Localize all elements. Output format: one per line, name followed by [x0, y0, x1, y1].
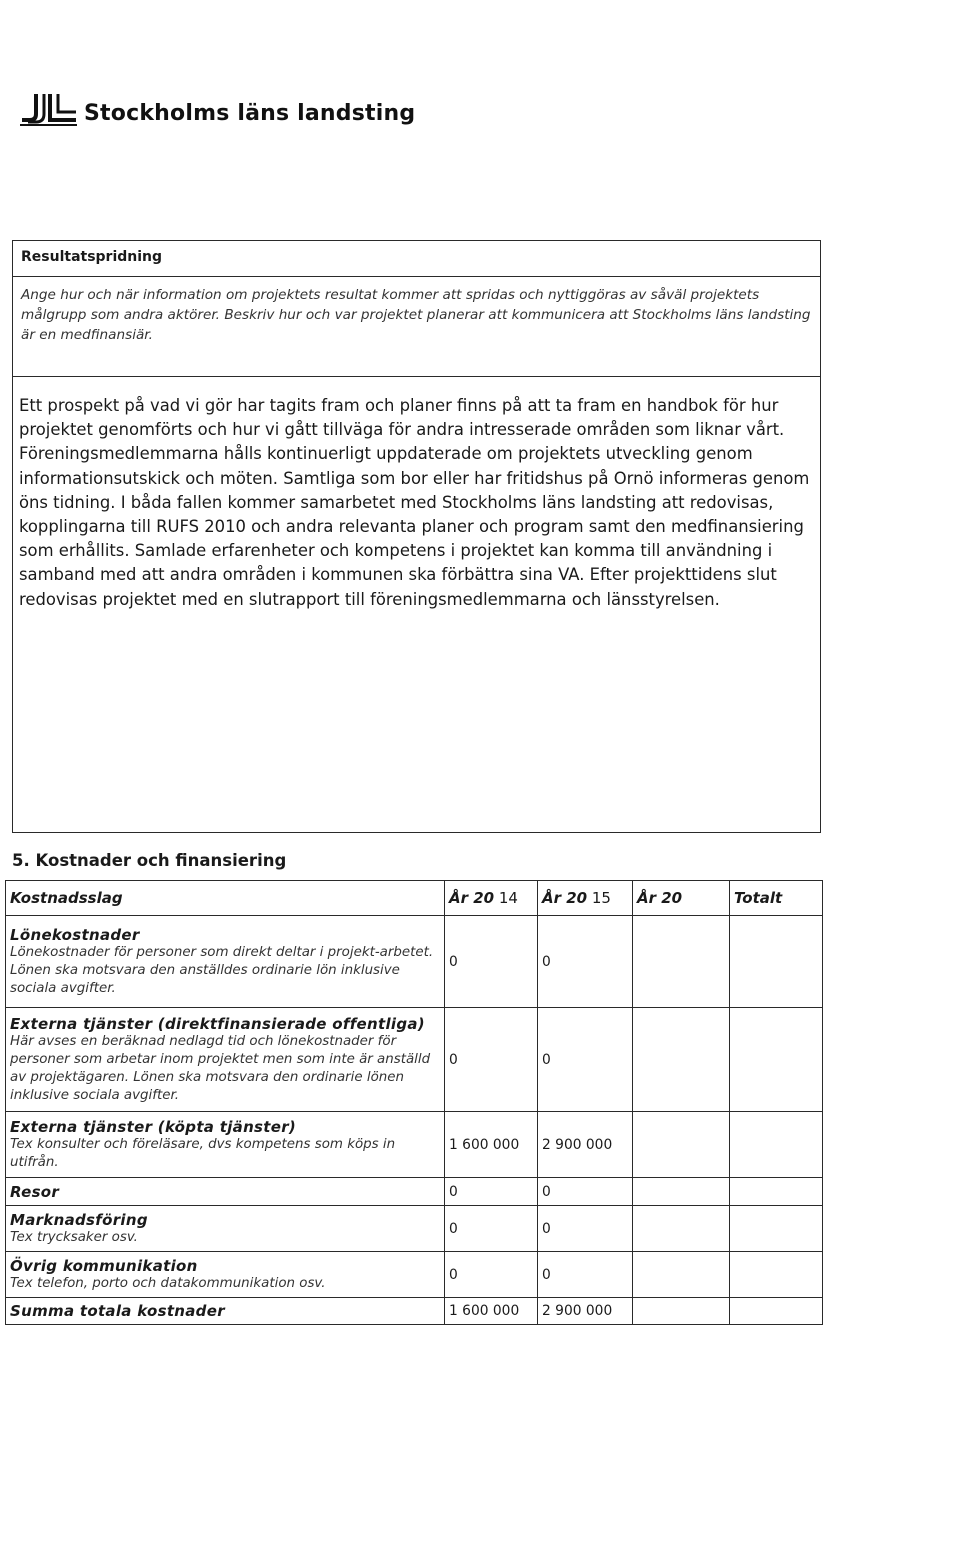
cell-year-2: 0 [538, 1252, 633, 1298]
costs-table [5, 880, 823, 1325]
col-header-year-1: År 20 14 [445, 881, 538, 916]
table-header-row [6, 881, 823, 916]
organization-name: Stockholms läns landsting [84, 101, 416, 126]
cell-year-2: 2 900 000 [538, 1112, 633, 1178]
cell-year-1: 0 [445, 1206, 538, 1252]
instruction-text: Ange hur och när information om projektets resultat kommer att spridas och nyttiggöras av såväl projektets målgrupp som andra aktörer. Beskriv hur och var projektet planerar att kommunicera att Stockholms läns landsting är en medfinansiär. [13, 277, 820, 377]
cell-total [730, 1206, 823, 1252]
cell-year-3 [633, 1112, 730, 1178]
col-header-type: Kostnadsslag [6, 881, 445, 916]
cell-year-2: 0 [538, 1206, 633, 1252]
cell-year-3 [633, 916, 730, 1008]
row-label: Övrig kommunikation Tex telefon, porto och datakommunikation osv. [6, 1252, 445, 1298]
row-label: Externa tjänster (direktfinansierade offentliga) Här avses en beräknad nedlagd tid och lönekostnader för personer som arbetar inom projektet men som inte är anställd av projektägaren. Lönen ska motsvara den ordinarie lönen inklusive sociala avgifter. [6, 1008, 445, 1112]
answer-text: Ett prospekt på vad vi gör har tagits fram och planer finns på att ta fram en handbok för hur projektet genomförts och hur vi gått tillväga för andra intresserade områden som liknar vårt. Föreningsmedlemmarna hålls kontinuerligt uppdaterade om projektets utveckling genom informationsutskick och möten. Samtliga som bor eller har fritidshus på Ornö informeras genom öns tidning. I båda fallen kommer samarbetet med Stockholms läns landsting att redovisas, kopplingarna till RUFS 2010 och andra relevanta planer och program samt den medfinansiering som erhållits. Samlade erfarenheter och kompetens i projektet kan komma till användning i samband med att andra områden i kommunen ska förbättra sina VA. Efter projekttidens slut redovisas projektet med en slutrapport till föreningsmedlemmarna och länsstyrelsen. [19, 396, 810, 609]
cell-year-2: 0 [538, 916, 633, 1008]
cell-year-1: 0 [445, 1252, 538, 1298]
cell-year-1: 1 600 000 [445, 1298, 538, 1325]
cell-year-1: 0 [445, 1178, 538, 1206]
cell-year-2: 0 [538, 1008, 633, 1112]
cell-year-2: 0 [538, 1178, 633, 1206]
cell-year-3 [633, 1178, 730, 1206]
cell-total [730, 1252, 823, 1298]
col-header-year-3: År 20 [633, 881, 730, 916]
cell-total [730, 916, 823, 1008]
result-dissemination-box [12, 240, 821, 833]
col-header-year-2: År 20 15 [538, 881, 633, 916]
cell-year-3 [633, 1252, 730, 1298]
total-row [6, 1298, 823, 1325]
table-row [6, 1112, 823, 1178]
cell-year-2: 2 900 000 [538, 1298, 633, 1325]
row-label: Externa tjänster (köpta tjänster) Tex konsulter och föreläsare, dvs kompetens som köps in utifrån. [6, 1112, 445, 1178]
cell-total [730, 1178, 823, 1206]
cell-year-1: 1 600 000 [445, 1112, 538, 1178]
row-label: Lönekostnader Lönekostnader för personer som direkt deltar i projekt-arbetet. Lönen ska motsvara den anställdes ordinarie lön inklusive sociala avgifter. [6, 916, 445, 1008]
cell-total [730, 1112, 823, 1178]
cell-year-3 [633, 1008, 730, 1112]
table-row [6, 1178, 823, 1206]
cell-year-1: 0 [445, 1008, 538, 1112]
sll-logo-mark-icon [20, 92, 78, 126]
cell-total [730, 1298, 823, 1325]
table-row [6, 1206, 823, 1252]
table-row [6, 1008, 823, 1112]
row-label: Summa totala kostnader [6, 1298, 445, 1325]
row-label: Resor [6, 1178, 445, 1206]
table-row [6, 916, 823, 1008]
table-row [6, 1252, 823, 1298]
col-header-total: Totalt [730, 881, 823, 916]
cell-total [730, 1008, 823, 1112]
costs-section-title: 5. Kostnader och finansiering [12, 851, 287, 870]
cell-year-1: 0 [445, 916, 538, 1008]
cell-year-3 [633, 1298, 730, 1325]
cell-year-3 [633, 1206, 730, 1252]
row-label: Marknadsföring Tex trycksaker osv. [6, 1206, 445, 1252]
logo [20, 92, 415, 126]
section-heading: Resultatspridning [13, 241, 820, 277]
